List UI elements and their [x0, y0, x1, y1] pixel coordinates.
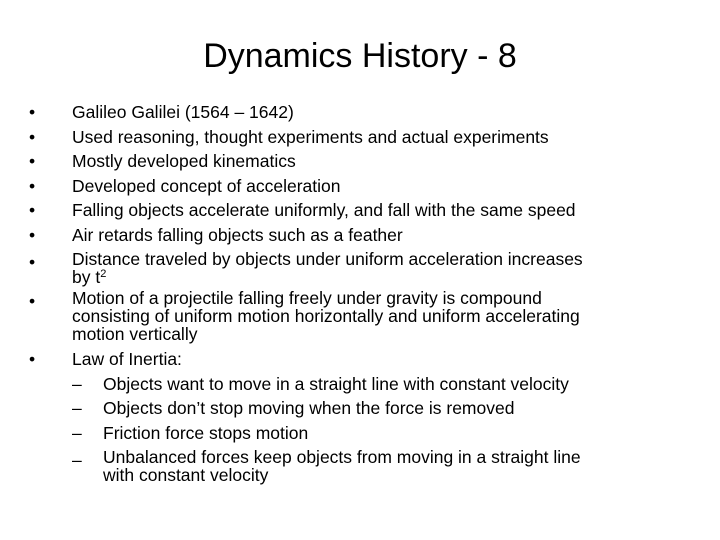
bullet-list [29, 100, 679, 484]
sub-bullet-text-continuation: with constant velocity [103, 465, 269, 485]
sub-bullet-item [29, 396, 679, 421]
bullet-marker: • [29, 200, 36, 220]
sub-bullet-text: Unbalanced forces keep objects from moving in a straight line [103, 447, 581, 467]
bullet-marker: • [29, 291, 36, 311]
sub-bullet-text: Friction force stops motion [103, 422, 309, 443]
bullet-text-continuation: consisting of uniform motion horizontally and uniform accelerating [72, 306, 580, 326]
slide-title: Dynamics History - 8 [203, 37, 517, 75]
bullet-text: Developed concept of acceleration [72, 175, 341, 196]
bullet-marker: • [29, 102, 36, 122]
bullet-item [29, 250, 679, 286]
sub-bullet-marker: – [72, 450, 82, 470]
bullet-text: Air retards falling objects such as a feather [72, 224, 403, 245]
bullet-item [29, 289, 679, 343]
bullet-text: Galileo Galilei (1564 – 1642) [72, 102, 294, 122]
bullet-text: Motion of a projectile falling freely under gravity is compound [72, 288, 542, 308]
bullet-item [29, 174, 679, 199]
bullet-item [29, 100, 679, 125]
bullet-item [29, 149, 679, 174]
bullet-text-continuation [72, 268, 679, 286]
bullet-text-continuation: motion vertically [72, 324, 198, 344]
sub-bullet-item [29, 421, 679, 446]
bullet-text: Falling objects accelerate uniformly, and fall with the same speed [72, 200, 576, 220]
bullet-item [29, 347, 679, 372]
bullet-item [29, 198, 679, 223]
bullet-text: Law of Inertia: [72, 349, 182, 369]
superscript-exponent: 2 [100, 268, 107, 280]
bullet-marker: • [29, 349, 36, 369]
bullet-text: Distance traveled by objects under uniform acceleration increases [72, 249, 583, 269]
bullet-continuation-text: by t [72, 267, 101, 287]
sub-bullet-item [29, 372, 679, 397]
bullet-marker: • [29, 151, 36, 171]
sub-bullet-marker: – [72, 398, 82, 418]
sub-bullet-marker: – [72, 373, 82, 394]
sub-bullet-text: Objects want to move in a straight line with constant velocity [103, 373, 569, 394]
bullet-item [29, 223, 679, 248]
bullet-marker: • [29, 175, 36, 196]
bullet-marker: • [29, 224, 36, 245]
sub-bullet-marker: – [72, 422, 82, 443]
bullet-marker: • [29, 126, 36, 147]
bullet-text: Used reasoning, thought experiments and actual experiments [72, 126, 549, 147]
bullet-text: Mostly developed kinematics [72, 151, 296, 171]
bullet-marker: • [29, 252, 36, 272]
sub-bullet-item [29, 448, 679, 484]
sub-bullet-text: Objects don’t stop moving when the force is removed [103, 398, 515, 418]
bullet-item [29, 125, 679, 150]
